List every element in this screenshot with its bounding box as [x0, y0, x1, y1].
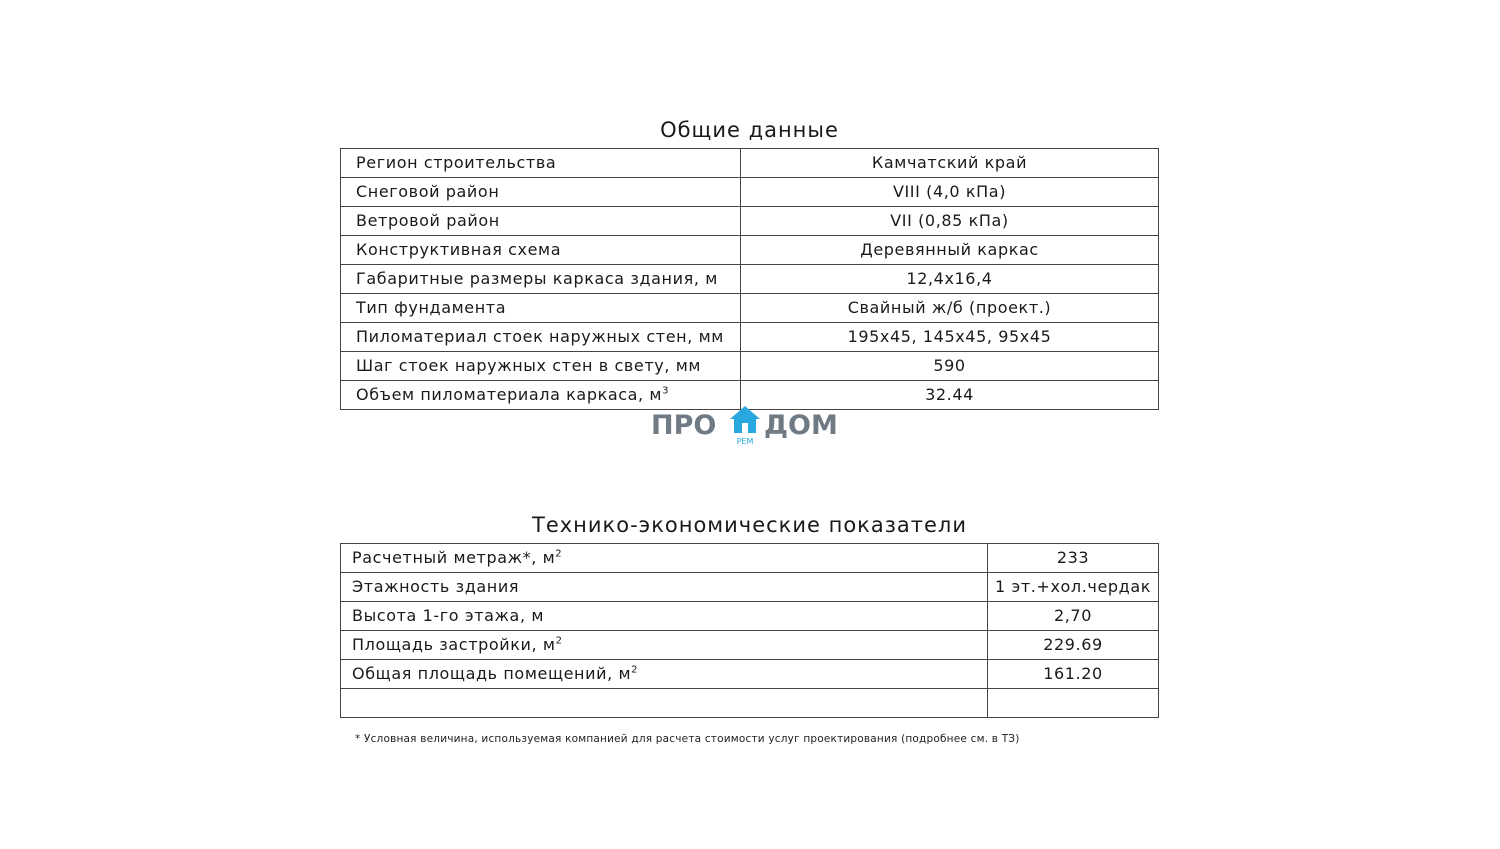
general-data-table	[340, 148, 1159, 410]
table-row	[341, 689, 1159, 718]
table-row	[341, 544, 1159, 573]
tech-indicators-table	[340, 543, 1159, 718]
table-row	[341, 352, 1159, 381]
row-value: 12,4x16,4	[741, 265, 1159, 294]
table-row	[341, 294, 1159, 323]
company-logo	[650, 404, 850, 448]
footnote: * Условная величина, используемая компанией для расчета стоимости услуг проектирования (подробнее см. в ТЗ)	[355, 733, 1020, 745]
row-label: Тип фундамента	[341, 294, 741, 323]
logo-text-left: ПРО	[651, 410, 717, 441]
row-value: 2,70	[987, 602, 1158, 631]
table-row	[341, 149, 1159, 178]
table-row	[341, 573, 1159, 602]
row-value: 233	[987, 544, 1158, 573]
row-label: Расчетный метраж*, $м^2$	[341, 544, 988, 573]
row-label: Габаритные размеры каркаса здания, м	[341, 265, 741, 294]
row-label: Снеговой район	[341, 178, 741, 207]
row-label: Высота 1-го этажа, м	[341, 602, 988, 631]
row-label: Площадь застройки, $м^2$	[341, 631, 988, 660]
general-data-title: Общие данные	[660, 118, 839, 142]
row-value: 32.44	[741, 381, 1159, 410]
row-value: Камчатский край	[741, 149, 1159, 178]
row-label: Ветровой район	[341, 207, 741, 236]
unit-superscript: 3	[662, 385, 670, 397]
logo-text-small: РЕМ	[736, 437, 754, 446]
tech-indicators-title: Технико-экономические показатели	[532, 513, 967, 537]
row-label: Шаг стоек наружных стен в свету, мм	[341, 352, 741, 381]
table-row	[341, 265, 1159, 294]
row-value: 161.20	[987, 660, 1158, 689]
row-value: 195x45, 145x45, 95x45	[741, 323, 1159, 352]
row-label	[341, 689, 988, 718]
table-row	[341, 631, 1159, 660]
row-value: 590	[741, 352, 1159, 381]
row-value: Деревянный каркас	[741, 236, 1159, 265]
table-row	[341, 178, 1159, 207]
row-value	[987, 689, 1158, 718]
row-label: Общая площадь помещений, $м^2$	[341, 660, 988, 689]
row-value: VIII (4,0 кПа)	[741, 178, 1159, 207]
unit-superscript: 2	[555, 635, 563, 647]
row-label: Этажность здания	[341, 573, 988, 602]
table-row	[341, 207, 1159, 236]
row-value: 229.69	[987, 631, 1158, 660]
table-row	[341, 602, 1159, 631]
row-label: Конструктивная схема	[341, 236, 741, 265]
table-row	[341, 660, 1159, 689]
logo-text-right: ДОМ	[764, 410, 838, 441]
row-value: Свайный ж/б (проект.)	[741, 294, 1159, 323]
row-label: Пиломатериал стоек наружных стен, мм	[341, 323, 741, 352]
table-row	[341, 323, 1159, 352]
table-row	[341, 236, 1159, 265]
row-value: VII (0,85 кПа)	[741, 207, 1159, 236]
row-value: 1 эт.+хол.чердак	[987, 573, 1158, 602]
unit-superscript: 2	[631, 664, 639, 676]
row-label: Регион строительства	[341, 149, 741, 178]
row-label: Объем пиломатериала каркаса, $м^3$	[341, 381, 741, 410]
unit-superscript: 2	[555, 548, 563, 560]
house-icon	[730, 406, 760, 433]
